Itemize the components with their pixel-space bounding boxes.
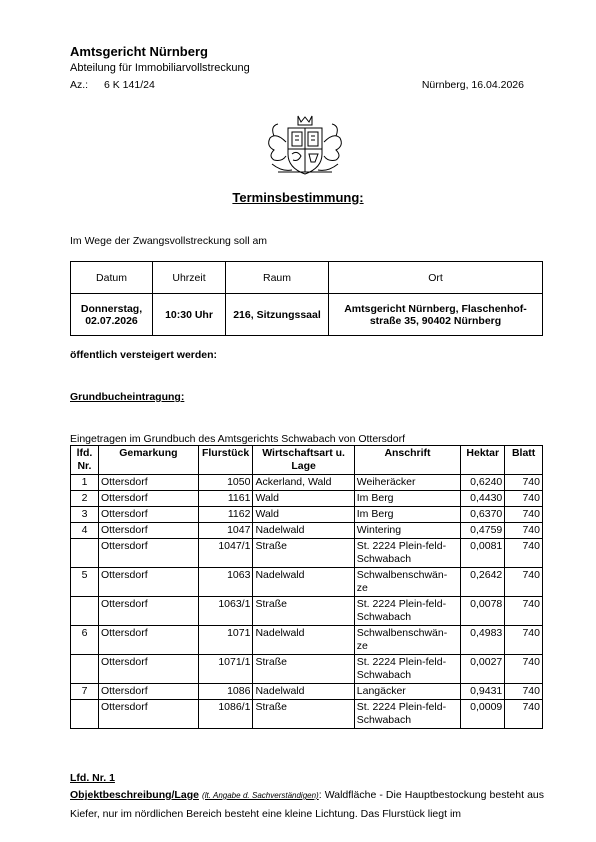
item-title: Lfd. Nr. 1 [70,772,115,784]
table-cell [71,597,99,626]
table-cell: St. 2224 Plein-feld-Schwabach [354,597,460,626]
auction-statement: öffentlich versteigert werden: [70,349,218,361]
table-cell [71,539,99,568]
header-cell: Datum [71,262,153,294]
header-cell: Uhrzeit [153,262,226,294]
header-cell: Raum [226,262,329,294]
table-cell: 1071 [198,626,253,655]
table-cell: St. 2224 Plein-feld-Schwabach [354,655,460,684]
table-cell: Nadelwald [253,626,354,655]
table-cell: 1162 [198,507,253,523]
table-row [71,507,543,523]
description-label: Objektbeschreibung/Lage [70,789,199,801]
table-cell: 740 [505,684,543,700]
object-description [70,786,544,824]
table-cell: Straße [253,539,354,568]
table-cell: St. 2224 Plein-feld-Schwabach [354,539,460,568]
table-cell: 1161 [198,491,253,507]
appointment-header-row [71,262,543,294]
table-cell: Ottersdorf [98,507,198,523]
parcel-header-row [71,446,543,475]
table-row [71,655,543,684]
table-cell: 0,9431 [461,684,505,700]
table-cell: Nadelwald [253,523,354,539]
table-cell: Straße [253,597,354,626]
appointment-date: Donnerstag, 02.07.2026 [71,294,153,336]
table-cell: 1063/1 [198,597,253,626]
table-cell: Im Berg [354,507,460,523]
file-reference-value: 6 K 141/24 [104,79,155,91]
table-cell: 3 [71,507,99,523]
table-cell: Ottersdorf [98,539,198,568]
table-cell: 740 [505,568,543,597]
table-cell: Weiheräcker [354,475,460,491]
table-cell: 4 [71,523,99,539]
table-row [71,700,543,729]
header-cell: Anschrift [354,446,460,475]
parcel-table [70,445,543,729]
table-cell: Ottersdorf [98,700,198,729]
table-cell: 740 [505,655,543,684]
table-cell: 1047/1 [198,539,253,568]
table-row [71,523,543,539]
table-cell: Im Berg [354,491,460,507]
table-cell: Schwalbenschwän-ze [354,626,460,655]
file-reference-label: Az.: [70,79,89,91]
appointment-time: 10:30 Uhr [153,294,226,336]
table-cell: 0,0078 [461,597,505,626]
description-note: (lt. Angabe d. Sachverständigen) [202,791,319,800]
table-cell: Ottersdorf [98,626,198,655]
place-date: Nürnberg, 16.04.2026 [421,79,524,91]
table-row [71,491,543,507]
table-cell: St. 2224 Plein-feld-Schwabach [354,700,460,729]
table-cell: 1050 [198,475,253,491]
table-cell: Ottersdorf [98,597,198,626]
description-text: Waldfläche - Die Hauptbestockung besteht aus Kiefer, nur im nördlichen Bereich besteht eine kleine Lichtung. Das Flurstück liegt im [70,789,545,820]
table-row [71,597,543,626]
table-cell: 740 [505,597,543,626]
table-cell [71,700,99,729]
table-cell: 6 [71,626,99,655]
table-cell: 740 [505,507,543,523]
description-colon: : [318,789,322,801]
table-cell: 740 [505,523,543,539]
table-cell: 1 [71,475,99,491]
appointment-location: Amtsgericht Nürnberg, Flaschenhof-straße 35, 90402 Nürnberg [329,294,543,336]
table-cell: 740 [505,700,543,729]
table-cell: 0,6370 [461,507,505,523]
table-cell: Schwalbenschwän-ze [354,568,460,597]
appointment-value-row [71,294,543,336]
table-cell: 7 [71,684,99,700]
table-cell: Wald [253,491,354,507]
table-row [71,568,543,597]
table-cell: 740 [505,626,543,655]
header-cell: Wirtschaftsart u. Lage [253,446,354,475]
appointment-table [70,261,543,336]
table-row [71,539,543,568]
header-cell: Hektar [461,446,505,475]
table-cell: 2 [71,491,99,507]
header-cell: Gemarkung [98,446,198,475]
court-name: Amtsgericht Nürnberg [70,44,208,59]
table-cell: Wald [253,507,354,523]
table-cell: Langäcker [354,684,460,700]
section-title: Grundbucheintragung: [70,391,185,403]
table-cell: 1086 [198,684,253,700]
table-cell: 1086/1 [198,700,253,729]
table-row [71,626,543,655]
file-reference [70,79,155,91]
header-cell: Flurstück [198,446,253,475]
table-cell: 740 [505,491,543,507]
table-cell: 740 [505,475,543,491]
table-cell: 0,2642 [461,568,505,597]
table-cell: Ottersdorf [98,684,198,700]
table-cell: 0,4430 [461,491,505,507]
header-cell: lfd. Nr. [71,446,99,475]
table-cell: 1047 [198,523,253,539]
table-cell: 0,0081 [461,539,505,568]
table-cell: Ottersdorf [98,655,198,684]
table-cell: Straße [253,700,354,729]
table-cell: Ottersdorf [98,491,198,507]
table-cell: 0,6240 [461,475,505,491]
register-intro: Eingetragen im Grundbuch des Amtsgerichts Schwabach von Ottersdorf [70,433,406,445]
table-cell: Straße [253,655,354,684]
table-cell: 0,0009 [461,700,505,729]
coat-of-arms-icon [262,112,348,182]
table-cell: Ottersdorf [98,523,198,539]
table-cell: 0,0027 [461,655,505,684]
table-cell [71,655,99,684]
table-cell: Ackerland, Wald [253,475,354,491]
table-cell: Wintering [354,523,460,539]
department-name: Abteilung für Immobiliarvollstreckung [70,62,250,74]
table-row [71,684,543,700]
header-cell: Blatt [505,446,543,475]
table-cell: 1071/1 [198,655,253,684]
header-cell: Ort [329,262,543,294]
table-cell: 1063 [198,568,253,597]
table-row [71,475,543,491]
appointment-room: 216, Sitzungssaal [226,294,329,336]
table-cell: Ottersdorf [98,568,198,597]
table-cell: 0,4983 [461,626,505,655]
intro-text: Im Wege der Zwangsvollstreckung soll am [70,235,268,247]
table-cell: Nadelwald [253,568,354,597]
table-cell: 0,4759 [461,523,505,539]
table-cell: 5 [71,568,99,597]
table-cell: Ottersdorf [98,475,198,491]
page-title: Terminsbestimmung: [232,190,364,205]
table-cell: 740 [505,539,543,568]
table-cell: Nadelwald [253,684,354,700]
